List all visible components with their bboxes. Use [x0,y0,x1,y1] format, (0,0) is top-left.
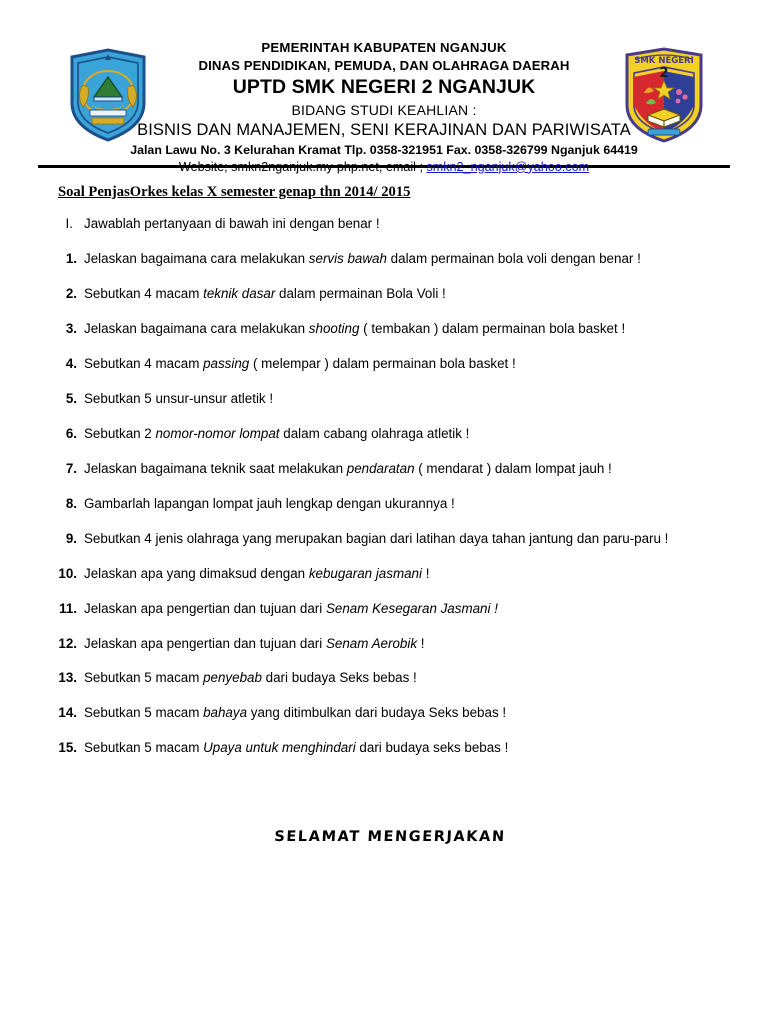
question-text-run: Sebutkan 4 jenis olahraga yang merupakan bagian dari latihan daya tahan jantung dan paru-paru ! [84,530,669,546]
question-text [84,600,728,617]
email-link[interactable]: smkn2_nganjuk@yahoo.com [426,159,590,174]
question-text-run: dari budaya Seks bebas ! [261,670,417,686]
question-item [52,600,728,617]
question-text-run: Jelaskan apa yang dimaksud dengan [84,565,309,581]
emphasis-term: nomor-nomor lompat [155,426,280,442]
closing-note: SELAMAT MENGERJAKAN [273,828,507,845]
question-text-run: yang ditimbulkan dari budaya Seks bebas ! [247,705,507,721]
emphasis-term: Upaya untuk menghindari [203,740,356,756]
question-number: 10. [58,565,77,581]
question-number: 7. [65,460,77,476]
question-text-run: Sebutkan 2 [84,426,156,442]
question-item [52,635,728,652]
question-item [52,320,728,337]
question-text-run: Sebutkan 5 unsur-unsur atletik ! [84,391,274,407]
svg-text:2: 2 [659,66,669,81]
question-item [52,530,728,547]
question-item [52,285,728,302]
emphasis-term: bahaya [203,705,248,721]
question-number: 14. [58,705,77,721]
question-text-run: Gambarlah lapangan lompat jauh lengkap dengan ukurannya ! [84,495,455,511]
letterhead-line-study-field-value: BISNIS DAN MANAJEMEN, SENI KERAJINAN DAN PARIWISATA [137,120,631,139]
question-item [52,704,728,721]
question-text [84,250,728,267]
question-text-run: ( tembakan ) dalam permainan bola basket ! [359,321,626,337]
question-text-run: Jelaskan bagaimana teknik saat melakukan [84,460,347,476]
question-number: 3. [65,321,77,337]
question-item [52,739,728,756]
question-text-run: ! [421,565,430,581]
question-item [52,250,728,267]
question-text-run: dalam cabang olahraga atletik ! [279,426,470,442]
emphasis-term: pendaratan [346,460,415,476]
question-text [84,495,728,512]
smk-negeri-2-school-emblem-icon [622,47,706,143]
svg-text:SMK NEGERI: SMK NEGERI [634,56,694,66]
question-text-run: ( melempar ) dalam permainan bola basket ! [249,356,516,372]
instruction-text: Jawablah pertanyaan di bawah ini dengan benar ! [84,216,380,231]
website-text: Website; smkn2nganjuk.my-php.net, email ; [178,159,427,174]
question-number: 4. [65,356,77,372]
question-number: 1. [65,251,77,267]
question-text-run: Jelaskan apa pengertian dan tujuan dari [84,635,326,651]
question-number: 2. [65,286,77,302]
instruction-number: I. [65,216,73,231]
question-text [84,704,728,721]
question-text-run: Jelaskan apa pengertian dan tujuan dari [84,600,326,616]
question-item [52,390,728,407]
question-text [84,460,728,477]
instruction-item [52,215,728,232]
question-item [52,355,728,372]
emphasis-term: teknik dasar [203,286,276,302]
question-text [84,565,728,582]
question-number: 9. [65,530,77,546]
letterhead-line-department: DINAS PENDIDIKAN, PEMUDA, DAN OLAHRAGA DAERAH [198,57,570,73]
question-text [84,635,728,652]
question-item [52,495,728,512]
question-text-run: dalam permainan bola voli dengan benar ! [386,251,641,267]
letterhead-contact [0,160,768,175]
emphasis-term: passing [203,356,250,372]
question-number: 5. [65,391,77,407]
question-text [84,285,728,302]
question-text [84,390,728,407]
question-item [52,425,728,442]
question-text [84,739,728,756]
question-text-run: Sebutkan 4 macam [84,356,204,372]
question-text [84,425,728,442]
question-text-run: Jelaskan bagaimana cara melakukan [84,321,309,337]
question-text-run: Sebutkan 5 macam [84,705,204,721]
question-text-run: Sebutkan 4 macam [84,286,204,302]
letterhead [0,0,768,174]
question-text [84,530,728,547]
letterhead-line-government: PEMERINTAH KABUPATEN NGANJUK [261,40,507,55]
question-number: 13. [58,670,77,686]
letterhead-address: Jalan Lawu No. 3 Kelurahan Kramat Tlp. 0358-321951 Fax. 0358-326799 Nganjuk 64419 [130,143,638,158]
letterhead-line-study-field-label: BIDANG STUDI KEAHLIAN : [291,102,477,119]
emphasis-term: Senam Kesegaran Jasmani ! [325,600,498,616]
question-text-run: dari budaya seks bebas ! [355,740,509,756]
question-list [52,215,728,232]
emphasis-term: Senam Aerobik [325,635,418,651]
document-body [0,168,768,845]
question-text [84,669,728,686]
question-number: 8. [65,495,77,511]
question-text-run: ( mendarat ) dalam lompat jauh ! [414,460,612,476]
emphasis-term: kebugaran jasmani [308,565,422,581]
question-text-run: dalam permainan Bola Voli ! [275,286,446,302]
emphasis-term: penyebab [203,670,262,686]
emphasis-term: servis bawah [308,251,387,267]
question-item [52,460,728,477]
question-text-run: ! [417,635,425,651]
question-text [84,320,728,337]
question-number: 12. [58,635,77,651]
numbered-question-list [52,250,728,756]
question-item [52,669,728,686]
question-text-run: Sebutkan 5 macam [84,740,204,756]
question-item [52,565,728,582]
page-title: Soal PenjasOrkes kelas X semester genap thn 2014/ 2015 [58,184,411,200]
nganjuk-regency-emblem-icon [66,47,150,143]
question-number: 11. [59,600,77,616]
question-number: 6. [65,426,77,442]
question-text [84,355,728,372]
question-text-run: Jelaskan bagaimana cara melakukan [84,251,309,267]
emphasis-term: shooting [308,321,360,337]
letterhead-line-school-name: UPTD SMK NEGERI 2 NGANJUK [232,76,536,99]
question-number: 15. [58,740,77,756]
question-text-run: Sebutkan 5 macam [84,670,204,686]
